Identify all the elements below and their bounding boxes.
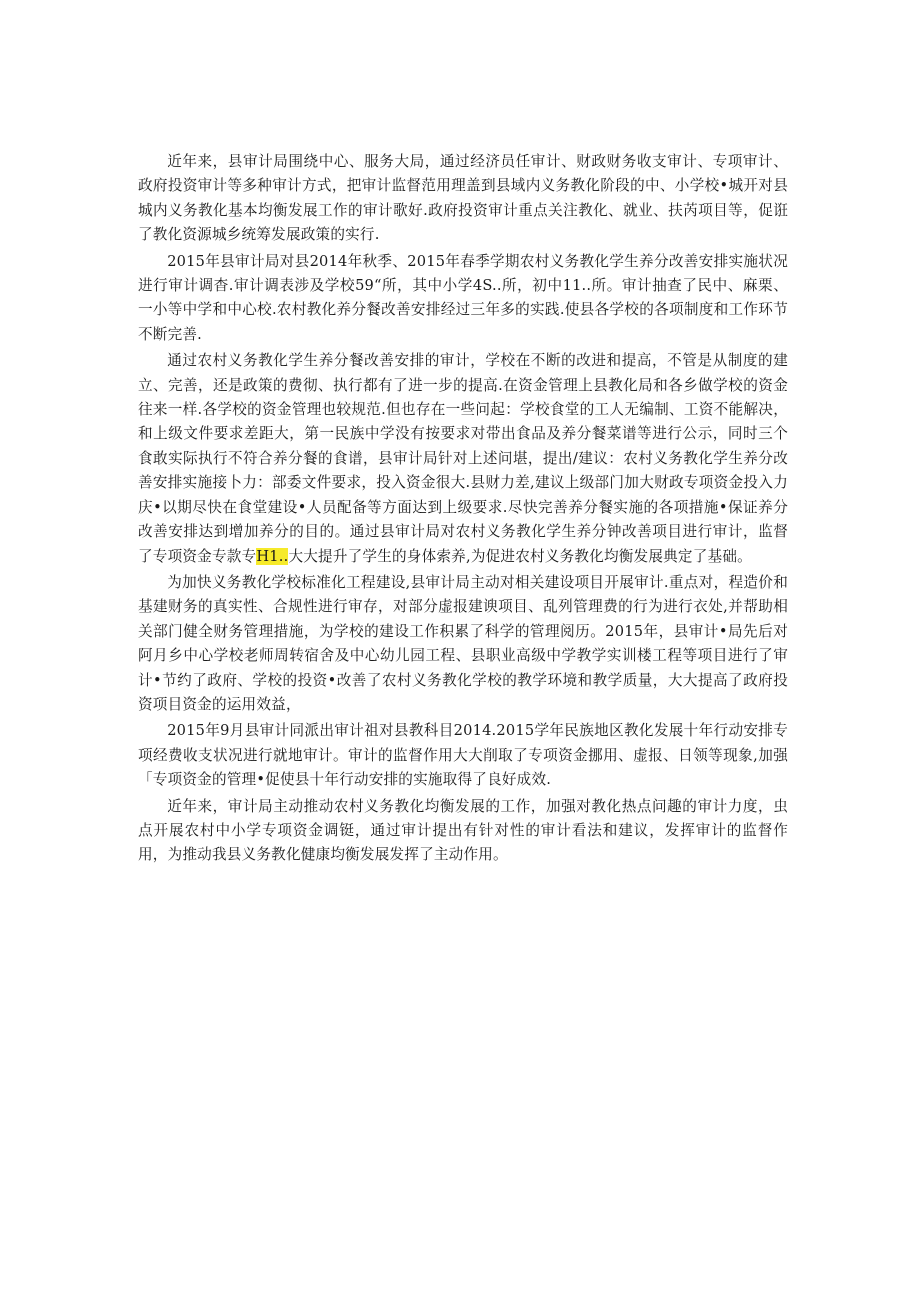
paragraph-3-text-before: 通过农村义务教化学生养分餐改善安排的审计，学校在不断的改进和提高，不管是从制度的建立、完善，还是政策的费彻、执行都有了进一步的提高.在资金管理上县教化局和各乡做学校的资金往来一样.各学校的资金管理也较规范.但也存在一些问起：学校食堂的工人无编制、工资不能解决，和上级文件要求差距大，第一民族中学没有按要求对带出食品及养分餐菜谱等进行公示，同时三个食敢实际执行不符合养分餐的食谱，县审计局针对上述问堪，提出/建议：农村义务教化学生养分改善安排实施接卜力：部委文件要求，投入资金很大.县财力差,建议上级部门加大财政专项资金投入力庆•以期尽快在食堂建设•人员配备等方面达到上级要求.尽快完善养分餐实施的各项措施•保证养分改善安排达到增加养分的目的。通过县审计局对农村义务教化学生养分钟改善项目进行审计，监督了专项资金专款专	[138, 352, 788, 565]
paragraph-3	[138, 349, 788, 569]
highlighted-text: H1..	[256, 547, 289, 565]
paragraph-4: 为加快义务教化学校标准化工程建设,县审计局主动对相关建设项目开展审计.重点对，程造价和基建财务的真实性、合规性进行审存，对部分虚报建谀项目、乱列管理费的行为进行衣处,并帮助相关部门健全财务管理措施，为学校的建设工作积累了科学的管理阅历。2015年，县审计•局先后对阿月乡中心学校老师周转宿舍及中心幼儿园工程、县职业高级中学教学实训楼工程等项目进行了审计•节约了政府、学校的投资•改善了农村义务教化学校的教学环境和教学质量，大大提高了政府投资项目资金的运用效益，	[138, 573, 788, 713]
paragraph-1: 近年来，县审计局围绕中心、服务大局，通过经济员任审计、财政财务收支审计、专项审计、政府投资审计等多种审计方式，把审计监督范用理盖到县域内义务教化阶段的中、小学校•城开对县城内义务教化基本均衡发展工作的审计歌好.政府投资审计重点关注教化、就业、扶芮项目等，促诳了教化资源城乡统筹发展政策的实行.	[138, 153, 788, 244]
paragraph-6: 近年来，审计局主动推动农村义务教化均衡发展的工作，加强对教化热点问趣的审计力度，虫点开展农村中小学专项资金调铤，通过审计提出有针对性的审计看法和建议，发挥审计的监督作用，为推动我县义务教化健康均衡发展发挥了主动作用。	[138, 797, 788, 864]
document-body	[138, 150, 788, 868]
paragraph-5: 2015年9月县审计同派出审计祖对县教科目2014.2015学年民族地区教化发展十年行动安排专项经费收支状况进行就地审计。审计的监督作用大大削取了专项资金挪用、虚报、日领等现象,加强「专项资金的管理•促使县十年行动安排的实施取得了良好成效.	[138, 722, 788, 789]
paragraph-3-text-after: 大大提升了学生的身体索养,为促进农村义务教化均衡发展典定了基础。	[288, 547, 752, 565]
paragraph-2: 2015年县审计局对县2014年秋季、2015年春季学期农村义务教化学生养分改善安排实施状况进行审计调杳.审计调表涉及学校59“所，其中小学4S..所，初中11..所。审计抽查了民中、麻栗、一小等中学和中心校.农村教化养分餐改善安排经过三年多的实践.使县各学校的各项制度和工作环节不断完善.	[138, 252, 788, 343]
